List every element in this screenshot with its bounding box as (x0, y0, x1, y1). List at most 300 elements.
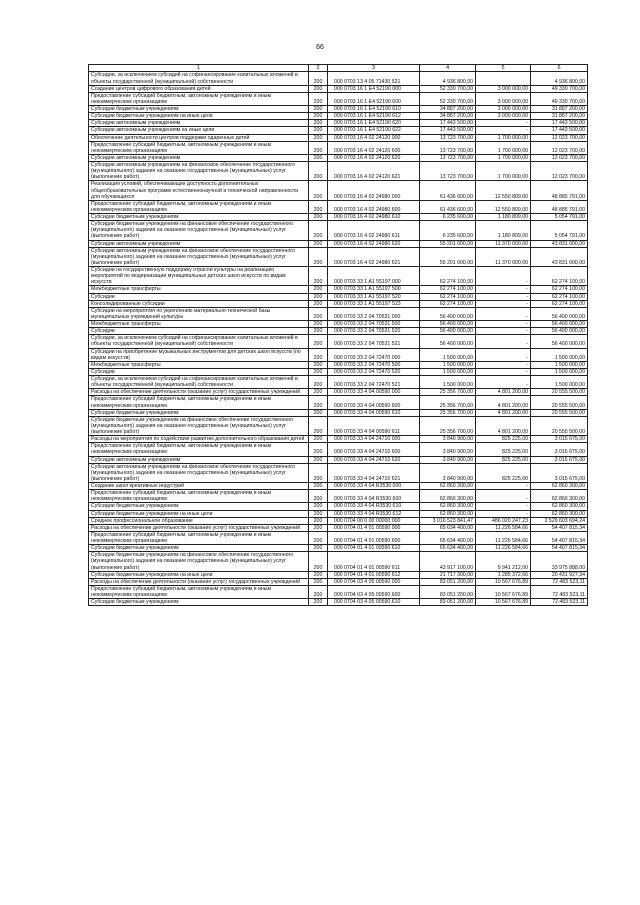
budget-classification-code: 000 0703 33 2 04 70531 521 (328, 335, 420, 348)
line-code: 200 (309, 416, 328, 435)
line-code: 200 (309, 510, 328, 517)
executed-amount: 11 226 584,66 (476, 531, 531, 544)
budget-classification-code: 000 0703 16 4 02 24120 000 (328, 134, 420, 141)
line-code: 200 (309, 389, 328, 396)
approved-amount: 83 051 200,00 (420, 599, 476, 606)
unexecuted-amount: 62 860 300,00 (531, 483, 588, 490)
line-code: 200 (309, 162, 328, 181)
line-name: Предоставление субсидий бюджетным, автономным учреждениям и иным некоммерческим организациям (89, 443, 309, 456)
table-row (89, 72, 588, 85)
line-name: Субсидии бюджетным учреждениям на финансовое обеспечение государственного (муниципального) задания на оказание государственных (муниципальных) услуг (выполнение работ) (89, 221, 309, 240)
table-row (89, 545, 588, 552)
table-row (89, 368, 588, 375)
line-name: Субсидии бюджетным учреждениям на финансовое обеспечение государственного (муниципального) задания на оказание государственных (муниципальных) услуг (выполнение работ) (89, 552, 309, 571)
unexecuted-amount: 12 023 700,00 (531, 162, 588, 181)
unexecuted-amount: 54 407 815,34 (531, 531, 588, 544)
line-name: Обеспечение деятельности центров поддержки одаренных детей (89, 134, 309, 141)
table-row (89, 531, 588, 544)
table-row (89, 120, 588, 127)
budget-classification-code: 000 0703 33 4 04 00590 000 (328, 389, 420, 396)
budget-classification-code: 000 0703 33 4 04 R3530 610 (328, 503, 420, 510)
approved-amount: 34 887 200,00 (420, 106, 476, 113)
unexecuted-amount: 3 015 675,00 (531, 436, 588, 443)
approved-amount: 83 051 200,00 (420, 585, 476, 598)
budget-classification-code: 000 0703 16 4 02 24980 611 (328, 221, 420, 240)
unexecuted-amount: 17 443 500,00 (531, 120, 588, 127)
budget-classification-code: 000 0703 33 2 04 70531 500 (328, 321, 420, 328)
unexecuted-amount: 48 885 791,00 (531, 200, 588, 213)
executed-amount: 11 370 000,00 (476, 247, 531, 266)
line-code: 200 (309, 72, 328, 85)
approved-amount: 65 634 400,00 (420, 531, 476, 544)
line-name: Субсидии (89, 368, 309, 375)
executed-amount: 1 700 000,00 (476, 141, 531, 154)
budget-classification-code: 000 0703 16 4 02 24980 000 (328, 181, 420, 200)
table-row (89, 214, 588, 221)
approved-amount: 25 356 700,00 (420, 389, 476, 396)
budget-classification-code: 000 0704 03 4 05 00590 000 (328, 578, 420, 585)
unexecuted-amount: 20 555 500,00 (531, 389, 588, 396)
approved-amount: 6 235 600,00 (420, 214, 476, 221)
executed-amount: - (476, 328, 531, 335)
line-code: 200 (309, 106, 328, 113)
table-row (89, 200, 588, 213)
table-row (89, 293, 588, 300)
budget-classification-code: 000 0703 16 4 02 24980 621 (328, 247, 420, 266)
line-name: Межбюджетные трансферты (89, 286, 309, 293)
line-name: Предоставление субсидий бюджетным, автономным учреждениям и иным некоммерческим организациям (89, 396, 309, 409)
line-code: 200 (309, 92, 328, 105)
budget-classification-code: 000 0703 16 4 02 24120 600 (328, 141, 420, 154)
executed-amount: - (476, 300, 531, 307)
unexecuted-amount: 3 015 675,00 (531, 463, 588, 482)
unexecuted-amount: 62 860 300,00 (531, 503, 588, 510)
executed-amount: 825 225,00 (476, 443, 531, 456)
table-row (89, 376, 588, 389)
line-name: Субсидии автономным учреждениям на финансовое обеспечение государственного (муниципального) задания на оказание государственных (муниципальных) услуг (выполнение работ) (89, 463, 309, 482)
unexecuted-amount: 1 500 000,00 (531, 368, 588, 375)
line-code: 200 (309, 348, 328, 361)
approved-amount: 62 860 300,00 (420, 503, 476, 510)
budget-classification-code: 000 0703 33 2 04 72470 000 (328, 348, 420, 361)
budget-classification-code: 000 0703 16 4 02 24120 620 (328, 154, 420, 161)
line-name: Реализация условий, обеспечивающих доступность дополнительных общеобразовательных программ естественнонаучной и технической направленности для обучающихся (89, 181, 309, 200)
line-name: Субсидии, за исключением субсидий на софинансирование капитальных вложений в объекты государственной (муниципальной) собственности (89, 335, 309, 348)
line-name: Субсидии, за исключением субсидий на софинансирование капитальных вложений в объекты государственной (муниципальной) собственности (89, 376, 309, 389)
table-row (89, 321, 588, 328)
line-name: Субсидии на приобретение музыкальных инструментов для детских школ искусств (по видам искусств) (89, 348, 309, 361)
unexecuted-amount: 4 936 800,00 (531, 72, 588, 85)
executed-amount: 12 550 809,00 (476, 200, 531, 213)
unexecuted-amount: 49 330 700,00 (531, 85, 588, 92)
approved-amount: 56 400 000,00 (420, 328, 476, 335)
approved-amount: 3 840 900,00 (420, 463, 476, 482)
budget-classification-code: 000 0703 33 1 A1 55197 523 (328, 300, 420, 307)
approved-amount: 55 201 000,00 (420, 247, 476, 266)
line-code: 200 (309, 524, 328, 531)
approved-amount: 56 400 000,00 (420, 321, 476, 328)
unexecuted-amount: 3 015 675,00 (531, 443, 588, 456)
table-row (89, 416, 588, 435)
unexecuted-amount: 20 555 500,00 (531, 416, 588, 435)
line-code: 200 (309, 200, 328, 213)
approved-amount: 13 723 700,00 (420, 141, 476, 154)
table-row (89, 571, 588, 578)
executed-amount: - (476, 368, 531, 375)
budget-classification-code: 000 0703 33 4 04 R3530 000 (328, 483, 420, 490)
executed-amount: 3 000 000,00 (476, 106, 531, 113)
line-name: Субсидии автономным учреждениям (89, 120, 309, 127)
table-row (89, 286, 588, 293)
budget-classification-code: 000 0703 33 1 A1 55197 520 (328, 293, 420, 300)
line-name: Субсидии автономным учреждениям (89, 456, 309, 463)
unexecuted-amount: 20 555 500,00 (531, 409, 588, 416)
approved-amount: 25 356 700,00 (420, 396, 476, 409)
budget-classification-code: 000 0703 13 4 05 71430 521 (328, 72, 420, 85)
table-row (89, 335, 588, 348)
approved-amount: 56 400 000,00 (420, 307, 476, 320)
line-code: 200 (309, 240, 328, 247)
budget-classification-code: 000 0703 33 4 04 R3530 612 (328, 510, 420, 517)
line-code: 200 (309, 328, 328, 335)
table-row (89, 443, 588, 456)
line-name: Предоставление субсидий бюджетным, автономным учреждениям и иным некоммерческим организациям (89, 141, 309, 154)
approved-amount: 61 436 600,00 (420, 200, 476, 213)
line-code: 200 (309, 127, 328, 134)
budget-classification-code: 000 0703 16 1 E4 52190 612 (328, 113, 420, 120)
approved-amount: 3 016 523 841,47 (420, 517, 476, 524)
line-code: 200 (309, 221, 328, 240)
line-code: 200 (309, 120, 328, 127)
line-code: 200 (309, 181, 328, 200)
executed-amount: - (476, 503, 531, 510)
approved-amount: 1 500 000,00 (420, 361, 476, 368)
table-row (89, 85, 588, 92)
budget-table-body (89, 65, 588, 606)
executed-amount: 11 226 584,66 (476, 524, 531, 531)
budget-classification-code: 000 0703 16 1 E4 52190 610 (328, 106, 420, 113)
line-code: 200 (309, 436, 328, 443)
executed-amount: - (476, 321, 531, 328)
line-name: Предоставление субсидий бюджетным, автономным учреждениям и иным некоммерческим организациям (89, 490, 309, 503)
line-name: Расходы на мероприятия по содействию развитию дополнительного образования детей (89, 436, 309, 443)
line-code: 200 (309, 463, 328, 482)
executed-amount: 486 020 247,23 (476, 517, 531, 524)
unexecuted-amount: 3 015 675,00 (531, 456, 588, 463)
executed-amount: - (476, 490, 531, 503)
budget-classification-code: 000 0703 16 4 02 24980 620 (328, 240, 420, 247)
line-code: 200 (309, 85, 328, 92)
line-code: 200 (309, 552, 328, 571)
column-number: 1 (89, 65, 309, 72)
budget-classification-code: 000 0703 16 1 E4 52190 622 (328, 127, 420, 134)
line-code: 200 (309, 141, 328, 154)
budget-classification-code: 000 0703 16 4 02 24980 610 (328, 214, 420, 221)
executed-amount: - (476, 361, 531, 368)
approved-amount: 3 840 900,00 (420, 456, 476, 463)
line-name: Создание центров цифрового образования детей (89, 85, 309, 92)
column-number: 4 (420, 65, 476, 72)
line-code: 200 (309, 321, 328, 328)
line-name: Субсидии автономным учреждениям (89, 240, 309, 247)
table-row (89, 578, 588, 585)
line-code: 200 (309, 267, 328, 286)
approved-amount: 65 634 400,00 (420, 524, 476, 531)
line-code: 200 (309, 247, 328, 266)
approved-amount: 1 500 000,00 (420, 348, 476, 361)
table-row (89, 154, 588, 161)
line-code: 200 (309, 483, 328, 490)
table-row (89, 267, 588, 286)
line-code: 200 (309, 335, 328, 348)
budget-table (88, 64, 588, 606)
executed-amount: 825 225,00 (476, 436, 531, 443)
budget-classification-code: 000 0704 03 4 05 00590 610 (328, 599, 420, 606)
budget-classification-code: 000 0703 33 4 04 R3530 600 (328, 490, 420, 503)
executed-amount: 10 567 676,89 (476, 578, 531, 585)
line-name: Среднее профессиональное образование (89, 517, 309, 524)
approved-amount: 6 235 600,00 (420, 221, 476, 240)
line-code: 200 (309, 300, 328, 307)
budget-classification-code: 000 0703 16 1 E4 52190 600 (328, 92, 420, 105)
line-code: 200 (309, 517, 328, 524)
executed-amount: 825 225,00 (476, 463, 531, 482)
table-row (89, 106, 588, 113)
approved-amount: 13 723 700,00 (420, 162, 476, 181)
approved-amount: 4 936 800,00 (420, 72, 476, 85)
line-name: Субсидии бюджетным учреждениям на иные цели (89, 113, 309, 120)
approved-amount: 56 400 000,00 (420, 335, 476, 348)
unexecuted-amount: 72 483 523,11 (531, 599, 588, 606)
table-row (89, 389, 588, 396)
line-name: Расходы на обеспечение деятельности (оказание услуг) государственных учреждений (89, 524, 309, 531)
approved-amount: 43 917 100,00 (420, 552, 476, 571)
unexecuted-amount: 62 274 100,00 (531, 286, 588, 293)
budget-classification-code: 000 0703 33 1 A1 55197 500 (328, 286, 420, 293)
line-code: 200 (309, 571, 328, 578)
budget-classification-code: 000 0704 01 4 01 00590 610 (328, 545, 420, 552)
line-code: 200 (309, 599, 328, 606)
budget-classification-code: 000 0704 00 0 00 00000 000 (328, 517, 420, 524)
line-name: Субсидии бюджетным учреждениям (89, 545, 309, 552)
line-name: Субсидии бюджетным учреждениям на финансовое обеспечение государственного (муниципального) задания на оказание государственных (муниципальных) услуг (выполнение работ) (89, 416, 309, 435)
line-code: 200 (309, 503, 328, 510)
line-name: Субсидии бюджетным учреждениям (89, 106, 309, 113)
table-row (89, 585, 588, 598)
unexecuted-amount: 20 555 500,00 (531, 396, 588, 409)
line-name: Предоставление субсидий бюджетным, автономным учреждениям и иным некоммерческим организациям (89, 531, 309, 544)
line-code: 200 (309, 113, 328, 120)
budget-classification-code: 000 0703 16 4 02 24980 600 (328, 200, 420, 213)
approved-amount: 3 840 900,00 (420, 443, 476, 456)
unexecuted-amount: 12 023 700,00 (531, 154, 588, 161)
approved-amount: 17 443 500,00 (420, 127, 476, 134)
column-number: 3 (328, 65, 420, 72)
budget-classification-code: 000 0704 01 4 01 00590 611 (328, 552, 420, 571)
line-name: Расходы на обеспечение деятельности (оказание услуг) государственных учреждений (89, 389, 309, 396)
approved-amount: 25 356 700,00 (420, 416, 476, 435)
executed-amount: - (476, 120, 531, 127)
table-row (89, 456, 588, 463)
line-code: 200 (309, 585, 328, 598)
budget-classification-code: 000 0703 33 4 04 00590 600 (328, 396, 420, 409)
table-row (89, 396, 588, 409)
line-name: Предоставление субсидий бюджетным, автономным учреждениям и иным некоммерческим организациям (89, 92, 309, 105)
line-code: 200 (309, 134, 328, 141)
table-row (89, 503, 588, 510)
approved-amount: 83 051 200,00 (420, 578, 476, 585)
line-code: 200 (309, 214, 328, 221)
line-name: Субсидии (89, 293, 309, 300)
executed-amount: 1 700 000,00 (476, 134, 531, 141)
line-name: Субсидии, за исключением субсидий на софинансирование капитальных вложений в объекты государственной (муниципальной) собственности (89, 72, 309, 85)
budget-classification-code: 000 0703 33 4 04 24710 621 (328, 463, 420, 482)
approved-amount: 3 840 900,00 (420, 436, 476, 443)
line-code: 200 (309, 531, 328, 544)
line-name: Субсидии на государственную поддержку отрасли культуры на реализацию мероприятий по модернизации муниципальных детских школ искусств по видам искусств (89, 267, 309, 286)
approved-amount: 21 717 300,00 (420, 571, 476, 578)
table-row (89, 328, 588, 335)
line-name: Субсидии бюджетным учреждениям (89, 214, 309, 221)
unexecuted-amount: 1 500 000,00 (531, 376, 588, 389)
unexecuted-amount: 56 400 000,00 (531, 328, 588, 335)
executed-amount: - (476, 510, 531, 517)
line-name: Субсидии бюджетным учреждениям на иные цели (89, 510, 309, 517)
table-row (89, 181, 588, 200)
unexecuted-amount: 12 023 700,00 (531, 141, 588, 154)
executed-amount: 4 801 200,00 (476, 396, 531, 409)
page-number: 66 (316, 44, 324, 51)
approved-amount: 61 436 600,00 (420, 181, 476, 200)
unexecuted-amount: 2 529 603 694,24 (531, 517, 588, 524)
unexecuted-amount: 54 407 815,34 (531, 545, 588, 552)
table-row (89, 436, 588, 443)
unexecuted-amount: 31 887 200,00 (531, 106, 588, 113)
approved-amount: 13 723 700,00 (420, 134, 476, 141)
unexecuted-amount: 62 860 300,00 (531, 490, 588, 503)
unexecuted-amount: 43 831 000,00 (531, 247, 588, 266)
line-code: 200 (309, 578, 328, 585)
table-row (89, 162, 588, 181)
budget-classification-code: 000 0703 33 2 04 72470 520 (328, 368, 420, 375)
unexecuted-amount: 49 330 700,00 (531, 92, 588, 105)
budget-classification-code: 000 0703 16 1 E4 52190 620 (328, 120, 420, 127)
executed-amount: 1 700 000,00 (476, 154, 531, 161)
line-code: 200 (309, 409, 328, 416)
line-code: 200 (309, 286, 328, 293)
line-code: 200 (309, 490, 328, 503)
unexecuted-amount: 5 054 791,00 (531, 214, 588, 221)
approved-amount: 34 887 200,00 (420, 113, 476, 120)
unexecuted-amount: 17 443 500,00 (531, 127, 588, 134)
budget-classification-code: 000 0704 01 4 01 00590 600 (328, 531, 420, 544)
column-number: 6 (531, 65, 588, 72)
budget-classification-code: 000 0703 33 4 04 00590 611 (328, 416, 420, 435)
table-row (89, 510, 588, 517)
line-name: Создание школ креативных индустрий (89, 483, 309, 490)
unexecuted-amount: 72 483 523,11 (531, 585, 588, 598)
approved-amount: 62 274 100,00 (420, 293, 476, 300)
line-name: Субсидии автономным учреждениям на финансовое обеспечение государственного (муниципального) задания на оказание государственных (муниципальных) услуг (выполнение работ) (89, 247, 309, 266)
line-name: Межбюджетные трансферты (89, 361, 309, 368)
line-code: 200 (309, 545, 328, 552)
table-row (89, 524, 588, 531)
approved-amount: 62 860 300,00 (420, 510, 476, 517)
unexecuted-amount: 62 860 300,00 (531, 510, 588, 517)
table-row (89, 141, 588, 154)
line-name: Субсидии бюджетным учреждениям (89, 503, 309, 510)
executed-amount: 3 000 000,00 (476, 92, 531, 105)
budget-classification-code: 000 0704 01 4 01 00590 612 (328, 571, 420, 578)
unexecuted-amount: 5 054 791,00 (531, 221, 588, 240)
unexecuted-amount: 56 400 000,00 (531, 307, 588, 320)
approved-amount: 13 723 700,00 (420, 154, 476, 161)
executed-amount: - (476, 348, 531, 361)
unexecuted-amount: 56 400 000,00 (531, 335, 588, 348)
budget-classification-code: 000 0703 33 2 04 70531 520 (328, 328, 420, 335)
unexecuted-amount: 48 885 791,00 (531, 181, 588, 200)
executed-amount: - (476, 127, 531, 134)
line-name: Консолидированные субсидии (89, 300, 309, 307)
line-name: Субсидии (89, 328, 309, 335)
table-row (89, 113, 588, 120)
table-row (89, 361, 588, 368)
executed-amount: 12 550 809,00 (476, 181, 531, 200)
table-row (89, 490, 588, 503)
executed-amount: 1 180 809,00 (476, 214, 531, 221)
approved-amount: 65 634 400,00 (420, 545, 476, 552)
table-row (89, 134, 588, 141)
unexecuted-amount: 1 500 000,00 (531, 361, 588, 368)
approved-amount: 52 330 700,00 (420, 92, 476, 105)
budget-classification-code: 000 0703 33 4 04 24710 600 (328, 443, 420, 456)
unexecuted-amount: 33 975 888,00 (531, 552, 588, 571)
budget-classification-code: 000 0703 33 4 04 24710 000 (328, 436, 420, 443)
line-code: 200 (309, 456, 328, 463)
executed-amount (476, 72, 531, 85)
budget-classification-code: 000 0703 33 1 A1 55197 000 (328, 267, 420, 286)
executed-amount: - (476, 483, 531, 490)
executed-amount: - (476, 376, 531, 389)
table-row (89, 552, 588, 571)
unexecuted-amount: 20 431 927,34 (531, 571, 588, 578)
budget-classification-code: 000 0703 33 2 04 72470 500 (328, 361, 420, 368)
line-name: Субсидии на мероприятия по укреплению материально-технической базы муниципальных учреждений культуры (89, 307, 309, 320)
table-row (89, 517, 588, 524)
line-code: 200 (309, 396, 328, 409)
budget-classification-code: 000 0704 01 4 01 00590 000 (328, 524, 420, 531)
unexecuted-amount: 62 274 100,00 (531, 293, 588, 300)
executed-amount: 3 000 000,00 (476, 85, 531, 92)
budget-classification-code: 000 0703 16 1 E4 52190 000 (328, 85, 420, 92)
approved-amount: 55 201 000,00 (420, 240, 476, 247)
executed-amount: - (476, 286, 531, 293)
approved-amount: 1 500 000,00 (420, 368, 476, 375)
approved-amount: 1 500 000,00 (420, 376, 476, 389)
column-number-row (89, 65, 588, 72)
table-row (89, 409, 588, 416)
line-code: 200 (309, 154, 328, 161)
approved-amount: 52 330 700,00 (420, 85, 476, 92)
executed-amount: 4 801 200,00 (476, 416, 531, 435)
line-name: Субсидии бюджетным учреждениям (89, 599, 309, 606)
executed-amount: - (476, 335, 531, 348)
budget-classification-code: 000 0703 33 4 04 24710 620 (328, 456, 420, 463)
budget-classification-code: 000 0703 33 4 04 00590 610 (328, 409, 420, 416)
line-code: 200 (309, 443, 328, 456)
table-row (89, 221, 588, 240)
column-number: 2 (309, 65, 328, 72)
